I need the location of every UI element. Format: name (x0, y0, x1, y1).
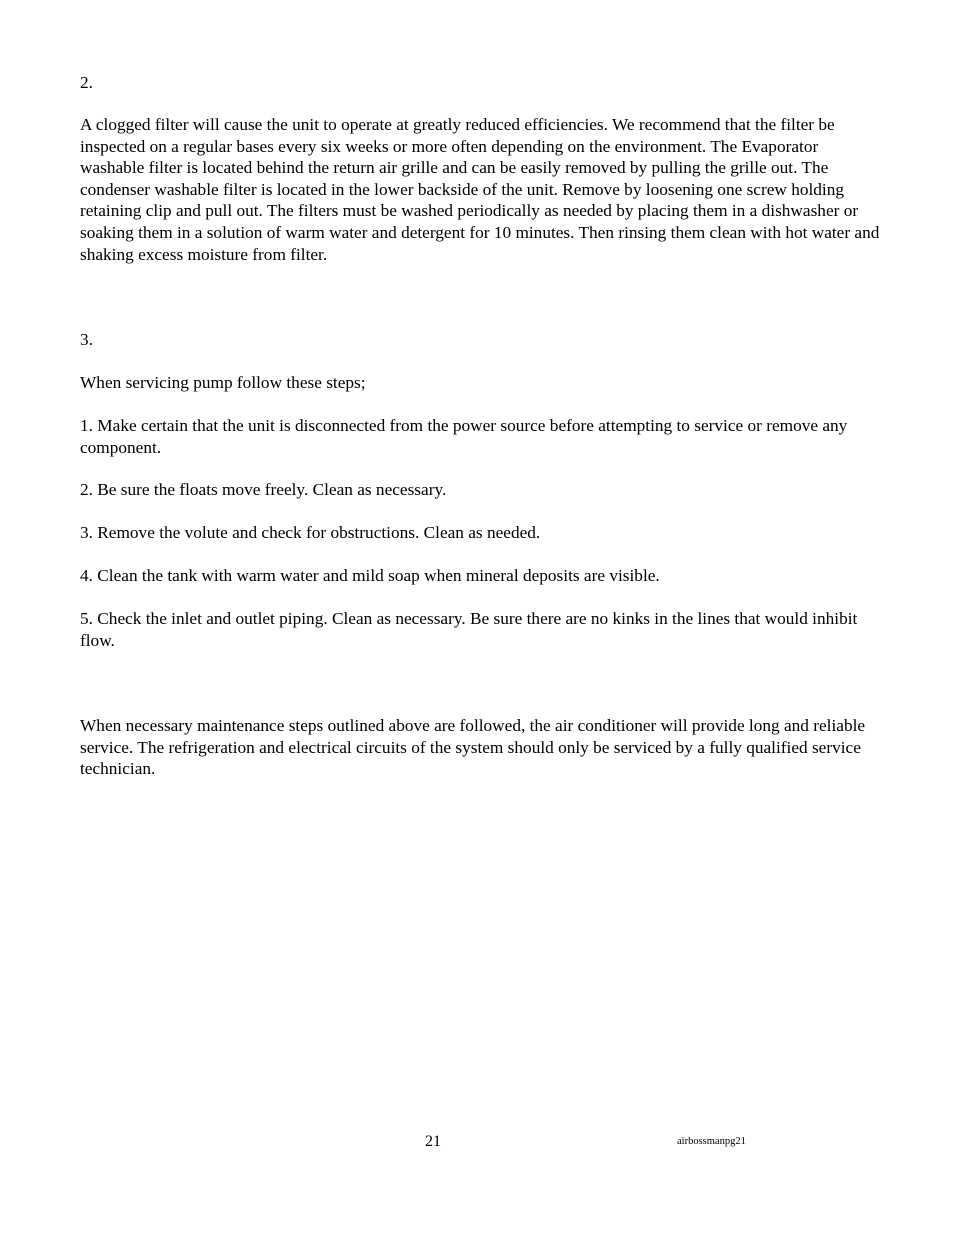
pump-step-2: 2. Be sure the floats move freely. Clean as necessary. (80, 480, 447, 499)
pump-step-5: 5. Check the inlet and outlet piping. Clean as necessary. Be sure there are no kinks in the lines that would inhibit flow. (80, 609, 858, 650)
filter-maintenance-paragraph: A clogged filter will cause the unit to operate at greatly reduced efficiencies. We recommend that the filter be inspected on a regular bases every six weeks or more often depending on the environment. The Evaporator washable filter is located behind the return air grille and can be easily removed by pulling the grille out. The condenser washable filter is located in the lower backside of the unit. Remove by loosening one screw holding retaining clip and pull out. The filters must be washed periodically as needed by placing them in a dishwasher or soaking them in a solution of warm water and detergent for 10 minutes. Then rinsing them clean with hot water and shaking excess moisture from filter. (80, 115, 880, 264)
section-2-number: 2. (80, 73, 93, 92)
pump-step-4: 4. Clean the tank with warm water and mild soap when mineral deposits are visible. (80, 566, 660, 585)
section-3-number: 3. (80, 330, 93, 349)
page-number: 21 (425, 1133, 441, 1150)
document-id: airbossmanpg21 (677, 1136, 746, 1147)
pump-step-3: 3. Remove the volute and check for obstructions. Clean as needed. (80, 523, 541, 542)
closing-paragraph: When necessary maintenance steps outlined above are followed, the air conditioner will provide long and reliable service. The refrigeration and electrical circuits of the system should only be serviced by a fully qualified service technician. (80, 716, 866, 779)
pump-service-intro: When servicing pump follow these steps; (80, 373, 366, 392)
pump-step-1: 1. Make certain that the unit is disconnected from the power source before attempting to service or remove any component. (80, 416, 848, 457)
